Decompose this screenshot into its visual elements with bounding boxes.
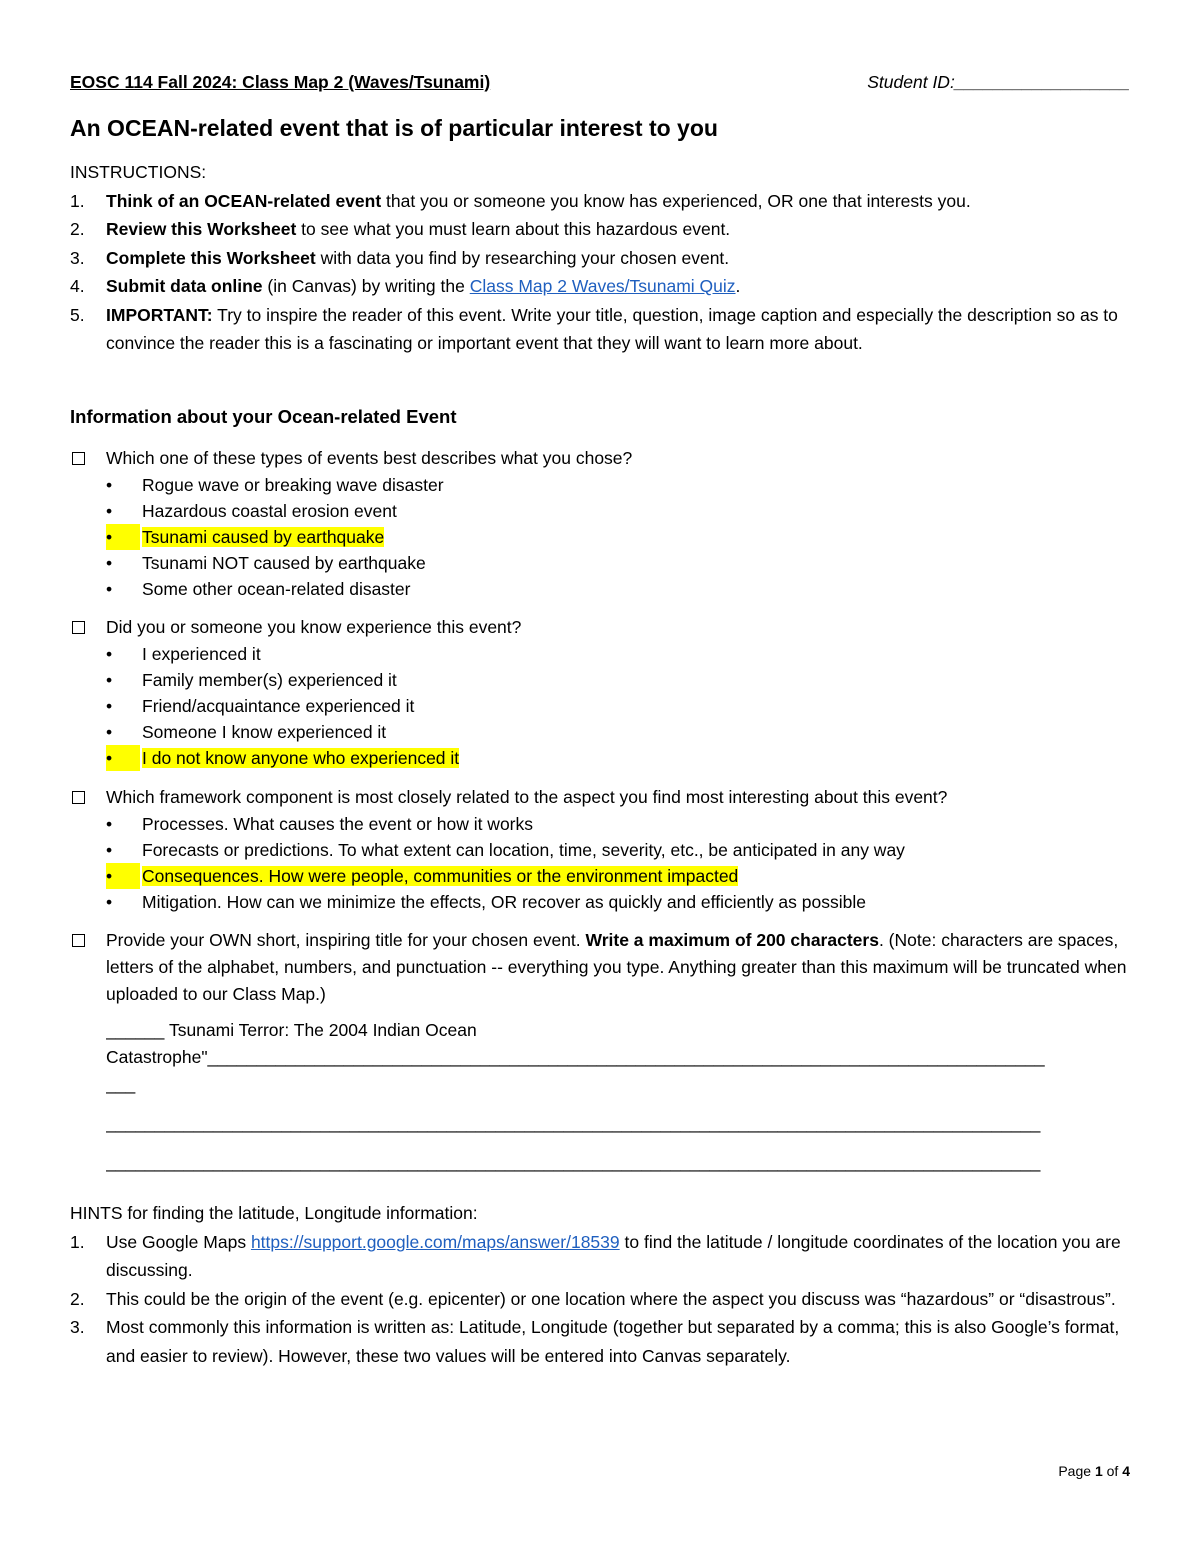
option-item[interactable]: • Processes. What causes the event or how it works xyxy=(106,811,1130,837)
instructions-label: INSTRUCTIONS: xyxy=(70,162,207,182)
page-title: An OCEAN-related event that is of particular interest to you xyxy=(70,115,718,141)
hint-item: 1. Use Google Maps https://support.google.com/maps/answer/18539 to find the latitude / longitude coordinates of the location you are discussing. xyxy=(70,1231,1121,1280)
checkbox[interactable] xyxy=(72,791,85,804)
option-item[interactable]: • Someone I know experienced it xyxy=(106,719,1130,745)
option-item[interactable]: • Tsunami NOT caused by earthquake xyxy=(106,550,1130,576)
options-list xyxy=(70,472,1130,602)
bullet-icon: • xyxy=(106,840,113,860)
checkbox[interactable] xyxy=(72,934,85,947)
question-experience xyxy=(70,614,1130,771)
answer-line: ______ Tsunami Terror: The 2004 Indian Ocean xyxy=(106,1020,477,1040)
bullet-icon: • xyxy=(106,644,113,664)
bullet-icon: • xyxy=(106,863,140,889)
instructions xyxy=(70,158,1130,358)
option-item[interactable]: • Some other ocean-related disaster xyxy=(106,576,1130,602)
instruction-item: 3. Complete this Worksheet with data you find by researching your chosen event. xyxy=(70,247,730,268)
option-item[interactable]: • I experienced it xyxy=(106,641,1130,667)
hints-label: HINTS for finding the latitude, Longitude information: xyxy=(70,1203,478,1223)
bullet-icon: • xyxy=(106,475,113,495)
checkbox[interactable] xyxy=(72,452,85,465)
bullet-icon: • xyxy=(106,745,140,771)
course-title: EOSC 114 Fall 2024: Class Map 2 (Waves/Tsunami) xyxy=(70,72,491,92)
page-number: Page 1 of 4 xyxy=(1058,1463,1130,1479)
document-header xyxy=(70,72,1130,98)
bullet-icon: • xyxy=(106,670,113,690)
option-item[interactable]: • Friend/acquaintance experienced it xyxy=(106,693,1130,719)
bullet-icon: • xyxy=(106,722,113,742)
hints-list xyxy=(70,1228,1130,1371)
option-item-selected[interactable]: • Tsunami caused by earthquake xyxy=(106,524,1130,550)
option-item[interactable]: • Mitigation. How can we minimize the effects, OR recover as quickly and efficiently as possible xyxy=(106,889,1130,915)
question-event-type xyxy=(70,445,1130,602)
bullet-icon: • xyxy=(106,814,113,834)
bullet-icon: • xyxy=(106,524,140,550)
answer-line: ___ xyxy=(106,1074,136,1094)
instruction-item: 1. Think of an OCEAN-related event that you or someone you know has experienced, OR one that interests you. xyxy=(70,190,971,211)
bullet-icon: • xyxy=(106,579,113,599)
options-list xyxy=(70,641,1130,771)
student-id-field: Student ID:__________________ xyxy=(867,72,1130,92)
hint-item: 3. Most commonly this information is written as: Latitude, Longitude (together but separated by a comma; this is also Google’s format, and easier to review). However, these two values will be entered into Canvas separately. xyxy=(70,1317,1120,1366)
blank-answer-line[interactable]: ________________________________________________________________________________________________ xyxy=(106,1152,1041,1172)
section-heading: Information about your Ocean-related Event xyxy=(70,406,457,427)
instructions-list xyxy=(70,187,1130,358)
option-item-selected[interactable]: • I do not know anyone who experienced it xyxy=(106,745,1130,771)
hints xyxy=(70,1199,1130,1370)
instruction-item: 5. IMPORTANT: Try to inspire the reader of this event. Write your title, question, image caption and especially the description so as to convince the reader this is a fascinating or important event that they will want to learn more about. xyxy=(70,304,1118,353)
option-item[interactable]: • Rogue wave or breaking wave disaster xyxy=(106,472,1130,498)
blank-answer-line[interactable]: ________________________________________________________________________________________________ xyxy=(106,1113,1041,1133)
question-text: Which framework component is most closely related to the aspect you find most interesting about this event? xyxy=(106,787,948,807)
checkbox[interactable] xyxy=(72,621,85,634)
bullet-icon: • xyxy=(106,553,113,573)
question-framework xyxy=(70,784,1130,915)
instruction-item: 2. Review this Worksheet to see what you must learn about this hazardous event. xyxy=(70,219,731,239)
question-title: Provide your OWN short, inspiring title for your chosen event. Write a maximum of 200 characters. (Note: characters are spaces, letters of the alphabet, numbers, and punctuation -- everything you type. Anything greater than this maximum will be truncated when uploaded to our Class Map.) ______ Tsunami Terror: The 2004 Indian Ocean Catastrophe"______________________________________________________________________________________ ___ ________________________________________________________________________________________________ ________________________________________________________________________________________________ xyxy=(70,927,1130,1176)
instruction-item: 4. Submit data online (in Canvas) by writing the Class Map 2 Waves/Tsunami Quiz. xyxy=(70,276,741,296)
question-text: Which one of these types of events best describes what you chose? xyxy=(106,448,633,468)
google-maps-link[interactable]: https://support.google.com/maps/answer/18539 xyxy=(250,1231,620,1252)
bullet-icon: • xyxy=(106,501,113,521)
quiz-link[interactable]: Class Map 2 Waves/Tsunami Quiz xyxy=(469,276,736,296)
options-list xyxy=(70,811,1130,915)
bullet-icon: • xyxy=(106,696,113,716)
title-answer[interactable] xyxy=(70,1017,1130,1176)
question-text: Did you or someone you know experience this event? xyxy=(106,617,522,637)
bullet-icon: • xyxy=(106,892,113,912)
option-item[interactable]: • Hazardous coastal erosion event xyxy=(106,498,1130,524)
event-info-section xyxy=(70,403,1130,432)
answer-line: Catastrophe"______________________________________________________________________________________ xyxy=(106,1047,1045,1067)
option-item[interactable]: • Family member(s) experienced it xyxy=(106,667,1130,693)
option-item[interactable]: • Forecasts or predictions. To what extent can location, time, severity, etc., be anticipated in any way xyxy=(106,837,1130,863)
hint-item: 2. This could be the origin of the event (e.g. epicenter) or one location where the aspect you discuss was “hazardous” or “disastrous”. xyxy=(70,1288,1116,1309)
option-item-selected[interactable]: • Consequences. How were people, communities or the environment impacted xyxy=(106,863,1130,889)
